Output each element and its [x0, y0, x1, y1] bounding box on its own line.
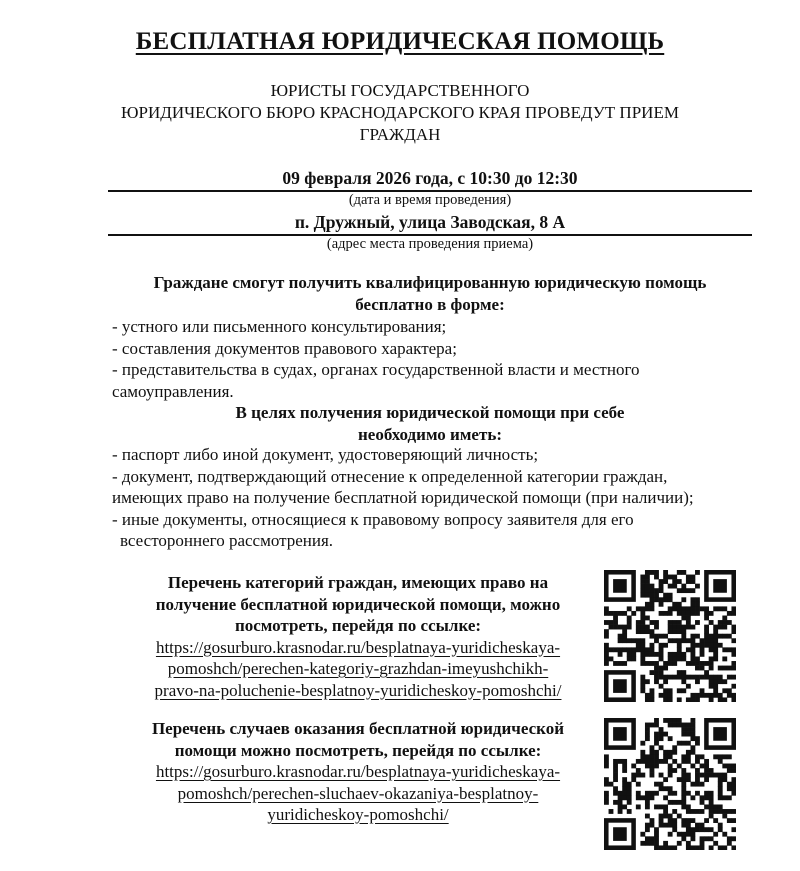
list-item: имеющих право на получение бесплатной юридической помощи (при наличии);: [112, 488, 694, 507]
cases-link[interactable]: yuridicheskoy-pomoshchi/: [267, 805, 449, 824]
cases-link[interactable]: https://gosurburo.krasnodar.ru/besplatnaya-yuridicheskaya-: [155, 762, 561, 781]
help-heading-line: Граждане смогут получить квалифицированную юридическую помощь: [153, 273, 707, 292]
list-item: - представительства в судах, органах государственной власти и местного: [112, 360, 640, 379]
categories-text: получение бесплатной юридической помощи, можно: [155, 594, 561, 614]
event-datetime: 09 февраля 2026 года, с 10:30 до 12:30: [282, 168, 578, 188]
list-item: - составления документов правового характера;: [112, 338, 457, 358]
categories-link[interactable]: pomoshch/perechen-kategoriy-grazhdan-imeyushchikh-: [167, 659, 549, 678]
list-item: - документ, подтверждающий отнесение к определенной категории граждан,: [112, 466, 668, 486]
help-list: [112, 316, 772, 402]
cases-link[interactable]: pomoshch/perechen-sluchaev-okazaniya-besplatnoy-: [177, 783, 539, 803]
list-item: самоуправления.: [112, 381, 234, 401]
docs-heading: [100, 402, 760, 445]
subtitle: [0, 80, 800, 146]
docs-heading-line: необходимо иметь:: [358, 424, 502, 444]
categories-block: [108, 572, 608, 701]
list-item: - паспорт либо иной документ, удостоверяющий личность;: [112, 445, 539, 464]
cases-text: Перечень случаев оказания бесплатной юридической: [151, 719, 565, 738]
document-title: БЕСПЛАТНАЯ ЮРИДИЧЕСКАЯ ПОМОЩЬ: [135, 28, 665, 55]
docs-heading-line: В целях получения юридической помощи при себе: [235, 403, 625, 422]
subtitle-line: ЮРИСТЫ ГОСУДАРСТВЕННОГО: [270, 81, 530, 100]
subtitle-line: ГРАЖДАН: [359, 125, 441, 144]
categories-link[interactable]: https://gosurburo.krasnodar.ru/besplatnaya-yuridicheskaya-: [155, 637, 561, 657]
subtitle-line: ЮРИДИЧЕСКОГО БЮРО КРАСНОДАРСКОГО КРАЯ ПРОВЕДУТ ПРИЕМ: [121, 103, 679, 122]
categories-text: Перечень категорий граждан, имеющих право на: [167, 573, 549, 592]
list-item: - устного или письменного консультирования;: [112, 317, 447, 336]
datetime-caption: (дата и время проведения): [348, 192, 512, 208]
help-heading: [100, 272, 760, 315]
qr-code-icon[interactable]: [604, 718, 736, 850]
list-item: всестороннего рассмотрения.: [120, 531, 334, 550]
event-address: п. Дружный, улица Заводская, 8 А: [294, 212, 566, 232]
help-heading-line: бесплатно в форме:: [355, 294, 505, 314]
cases-text: помощи можно посмотреть, перейдя по ссылке:: [174, 740, 542, 760]
docs-list: [112, 444, 792, 552]
categories-text: посмотреть, перейдя по ссылке:: [234, 616, 482, 635]
qr-code-icon[interactable]: [604, 570, 736, 702]
cases-block: [108, 718, 608, 826]
list-item: - иные документы, относящиеся к правовому вопросу заявителя для его: [112, 509, 634, 529]
address-caption: (адрес места проведения приема): [326, 236, 534, 252]
categories-link[interactable]: pravo-na-poluchenie-besplatnoy-yuridicheskoy-pomoshchi/: [154, 680, 562, 700]
